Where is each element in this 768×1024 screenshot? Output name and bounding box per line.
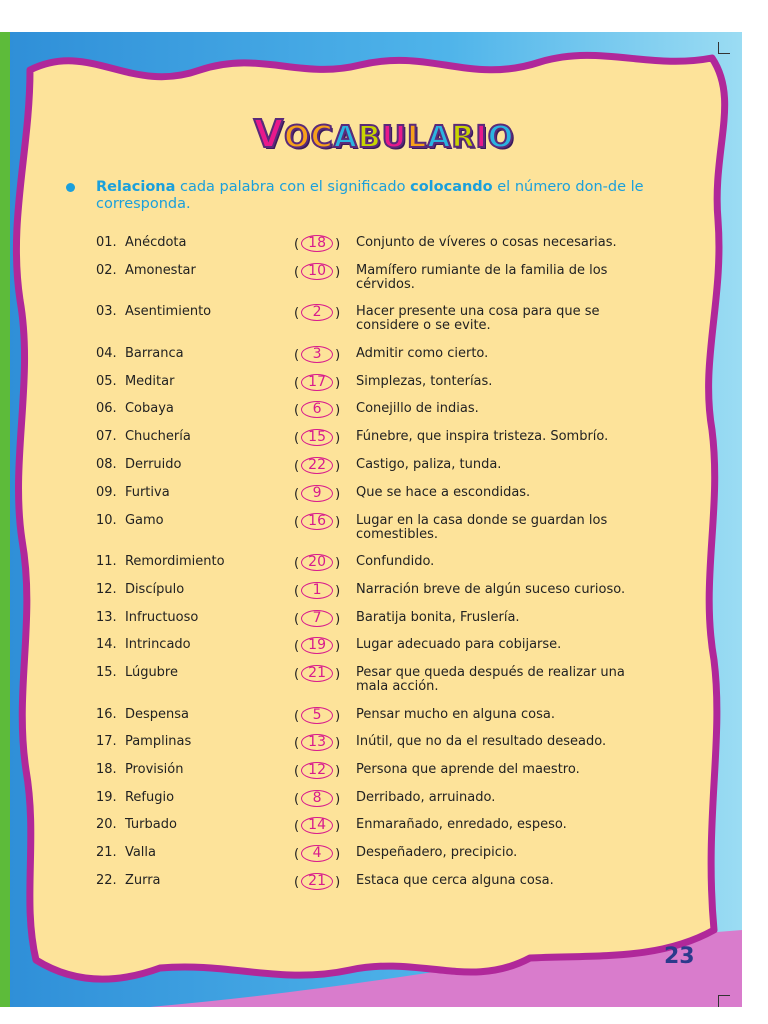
- open-paren: (: [294, 265, 300, 280]
- title-letter: I: [475, 120, 488, 155]
- answer-slot[interactable]: [294, 791, 340, 808]
- answer-slot[interactable]: [294, 611, 340, 628]
- definition-text: Fúnebre, que inspira tristeza. Sombrío.: [356, 429, 609, 444]
- title-letter: R: [451, 120, 476, 155]
- close-paren: ): [335, 875, 341, 890]
- vocabulary-word: 04. Barranca: [96, 346, 184, 361]
- answer-number: 13: [301, 734, 333, 751]
- close-paren: ): [335, 736, 341, 751]
- vocabulary-word: 20. Turbado: [96, 817, 177, 832]
- instruction-part-2: el número don-de le corresponda.: [96, 179, 644, 212]
- vocabulary-word: 10. Gamo: [96, 513, 164, 528]
- vocabulary-word: 11. Remordimiento: [96, 554, 225, 569]
- answer-number: 4: [301, 845, 333, 862]
- close-paren: ): [335, 819, 341, 834]
- answer-number: 18: [301, 235, 333, 252]
- answer-number: 21: [301, 873, 333, 890]
- close-paren: ): [335, 431, 341, 446]
- vocabulary-word: 06. Cobaya: [96, 401, 174, 416]
- vocabulary-word: 01. Anécdota: [96, 235, 187, 250]
- close-paren: ): [335, 639, 341, 654]
- page-number: 23: [664, 944, 695, 969]
- title-letter: A: [427, 120, 452, 155]
- definition-text: Inútil, que no da el resultado deseado.: [356, 734, 607, 749]
- vocabulary-word: 15. Lúgubre: [96, 665, 178, 680]
- answer-number: 7: [301, 610, 333, 627]
- definition-text: Narración breve de algún suceso curioso.: [356, 582, 626, 597]
- close-paren: ): [335, 792, 341, 807]
- open-paren: (: [294, 306, 300, 321]
- answer-number: 8: [301, 790, 333, 807]
- open-paren: (: [294, 847, 300, 862]
- vocabulary-word: 19. Refugio: [96, 790, 175, 805]
- instruction-bold-2: colocando: [410, 179, 493, 195]
- instruction-text: [96, 179, 656, 213]
- vocabulary-word: 14. Intrincado: [96, 637, 191, 652]
- open-paren: (: [294, 348, 300, 363]
- vocabulary-word: 05. Meditar: [96, 374, 175, 389]
- open-paren: (: [294, 556, 300, 571]
- crop-mark-top-h: [718, 53, 730, 54]
- answer-slot[interactable]: [294, 402, 340, 419]
- title-letter: O: [487, 120, 515, 155]
- title-letter: V: [253, 112, 285, 156]
- open-paren: (: [294, 403, 300, 418]
- answer-slot[interactable]: [294, 874, 340, 891]
- answer-number: 9: [301, 485, 333, 502]
- vocabulary-word: 18. Provisión: [96, 762, 184, 777]
- open-paren: (: [294, 515, 300, 530]
- close-paren: ): [335, 237, 341, 252]
- close-paren: ): [335, 403, 341, 418]
- answer-number: 16: [301, 513, 333, 530]
- answer-number: 6: [301, 401, 333, 418]
- answer-number: 19: [301, 637, 333, 654]
- definition-text: Confundido.: [356, 554, 435, 569]
- answer-slot[interactable]: [294, 347, 340, 364]
- open-paren: (: [294, 431, 300, 446]
- open-paren: (: [294, 764, 300, 779]
- vocabulary-word: 16. Despensa: [96, 707, 189, 722]
- answer-number: 1: [301, 582, 333, 599]
- close-paren: ): [335, 556, 341, 571]
- open-paren: (: [294, 639, 300, 654]
- definition-text: Lugar en la casa donde se guardan los comestibles.: [356, 513, 608, 542]
- answer-slot[interactable]: [294, 735, 340, 752]
- bullet-icon: [66, 183, 75, 192]
- vocabulary-word: 22. Zurra: [96, 873, 161, 888]
- close-paren: ): [335, 348, 341, 363]
- open-paren: (: [294, 376, 300, 391]
- open-paren: (: [294, 709, 300, 724]
- title-letter: C: [310, 120, 334, 155]
- answer-number: 20: [301, 554, 333, 571]
- vocabulary-word: 03. Asentimiento: [96, 304, 212, 319]
- close-paren: ): [335, 584, 341, 599]
- definition-text: Hacer presente una cosa para que se considere o se evite.: [356, 304, 600, 333]
- vocabulary-word: 02. Amonestar: [96, 263, 196, 278]
- close-paren: ): [335, 265, 341, 280]
- definition-text: Lugar adecuado para cobijarse.: [356, 637, 562, 652]
- answer-slot[interactable]: [294, 555, 340, 572]
- answer-slot[interactable]: [294, 708, 340, 725]
- definition-text: Persona que aprende del maestro.: [356, 762, 580, 777]
- instruction-part-1: cada palabra con el significado: [175, 179, 411, 195]
- title-letter: O: [284, 120, 311, 155]
- close-paren: ): [335, 764, 341, 779]
- answer-number: 5: [301, 707, 333, 724]
- crop-mark-bottom-h: [718, 995, 730, 996]
- answer-slot[interactable]: [294, 818, 340, 835]
- close-paren: ): [335, 487, 341, 502]
- title-letter: A: [333, 120, 358, 155]
- answer-slot[interactable]: [294, 583, 340, 600]
- answer-slot[interactable]: [294, 375, 340, 392]
- answer-number: 2: [301, 304, 333, 321]
- open-paren: (: [294, 819, 300, 834]
- close-paren: ): [335, 612, 341, 627]
- close-paren: ): [335, 667, 341, 682]
- open-paren: (: [294, 875, 300, 890]
- open-paren: (: [294, 459, 300, 474]
- close-paren: ): [335, 306, 341, 321]
- vocabulary-word: 17. Pamplinas: [96, 734, 192, 749]
- vocabulary-word: 21. Valla: [96, 845, 156, 860]
- open-paren: (: [294, 584, 300, 599]
- answer-number: 22: [301, 457, 333, 474]
- definition-text: Admitir como cierto.: [356, 346, 489, 361]
- answer-slot[interactable]: [294, 305, 340, 322]
- title-letter: L: [407, 120, 428, 155]
- page-title: [0, 112, 768, 156]
- instruction-bold-1: Relaciona: [96, 179, 176, 195]
- answer-slot[interactable]: [294, 846, 340, 863]
- definition-text: Simplezas, tonterías.: [356, 374, 493, 389]
- vocabulary-word: 12. Discípulo: [96, 582, 185, 597]
- definition-text: Pensar mucho en alguna cosa.: [356, 707, 555, 722]
- title-letter: B: [357, 120, 382, 155]
- close-paren: ): [335, 376, 341, 391]
- open-paren: (: [294, 736, 300, 751]
- open-paren: (: [294, 792, 300, 807]
- answer-slot[interactable]: [294, 430, 340, 447]
- definition-text: Enmarañado, enredado, espeso.: [356, 817, 567, 832]
- definition-text: Despeñadero, precipicio.: [356, 845, 518, 860]
- green-edge: [0, 32, 10, 1007]
- vocabulary-word: 07. Chuchería: [96, 429, 191, 444]
- answer-slot[interactable]: [294, 763, 340, 780]
- answer-number: 12: [301, 762, 333, 779]
- definition-text: Estaca que cerca alguna cosa.: [356, 873, 554, 888]
- close-paren: ): [335, 459, 341, 474]
- open-paren: (: [294, 667, 300, 682]
- answer-number: 14: [301, 817, 333, 834]
- answer-slot[interactable]: [294, 458, 340, 475]
- title-letter: U: [381, 120, 408, 155]
- definition-text: Conejillo de indias.: [356, 401, 479, 416]
- open-paren: (: [294, 612, 300, 627]
- vocabulary-word: 09. Furtiva: [96, 485, 170, 500]
- crop-mark-bottom: [718, 995, 719, 1007]
- answer-slot[interactable]: [294, 264, 340, 281]
- answer-slot[interactable]: [294, 666, 340, 683]
- answer-number: 17: [301, 374, 333, 391]
- close-paren: ): [335, 847, 341, 862]
- answer-slot[interactable]: [294, 514, 340, 531]
- vocabulary-word: 08. Derruido: [96, 457, 182, 472]
- open-paren: (: [294, 237, 300, 252]
- definition-text: Baratija bonita, Fruslería.: [356, 610, 520, 625]
- close-paren: ): [335, 709, 341, 724]
- answer-number: 15: [301, 429, 333, 446]
- answer-slot[interactable]: [294, 236, 340, 253]
- definition-text: Conjunto de víveres o cosas necesarias.: [356, 235, 617, 250]
- definition-text: Derribado, arruinado.: [356, 790, 496, 805]
- definition-text: Mamífero rumiante de la familia de los cérvidos.: [356, 263, 608, 292]
- open-paren: (: [294, 487, 300, 502]
- vocabulary-word: 13. Infructuoso: [96, 610, 199, 625]
- answer-number: 21: [301, 665, 333, 682]
- definition-text: Pesar que queda después de realizar una mala acción.: [356, 665, 625, 694]
- definition-text: Que se hace a escondidas.: [356, 485, 531, 500]
- definition-text: Castigo, paliza, tunda.: [356, 457, 502, 472]
- answer-number: 10: [301, 263, 333, 280]
- answer-slot[interactable]: [294, 486, 340, 503]
- close-paren: ): [335, 515, 341, 530]
- answer-slot[interactable]: [294, 638, 340, 655]
- answer-number: 3: [301, 346, 333, 363]
